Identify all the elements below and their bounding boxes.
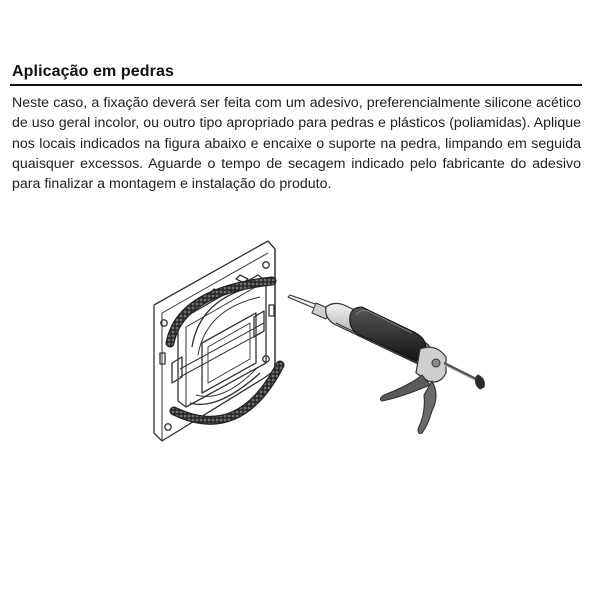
installation-illustration bbox=[140, 235, 500, 450]
caulking-gun-icon bbox=[288, 295, 484, 434]
section-title: Aplicação em pedras bbox=[12, 63, 174, 80]
instruction-paragraph: Neste caso, a fixação deverá ser feita com um adesivo, preferencialmente silicone acético de uso geral incolor, ou outro tipo apropriado para pedras e plásticos (poliamidas). Aplique nos locais indicados na figura abaixo e encaixe o suporte na pedra, limpando em seguida quaisquer excessos. Aguarde o tempo de secagem indicado pelo fabricante do adesivo para finalizar a montagem e instalação do produto. bbox=[12, 95, 581, 193]
title-divider bbox=[10, 84, 582, 86]
